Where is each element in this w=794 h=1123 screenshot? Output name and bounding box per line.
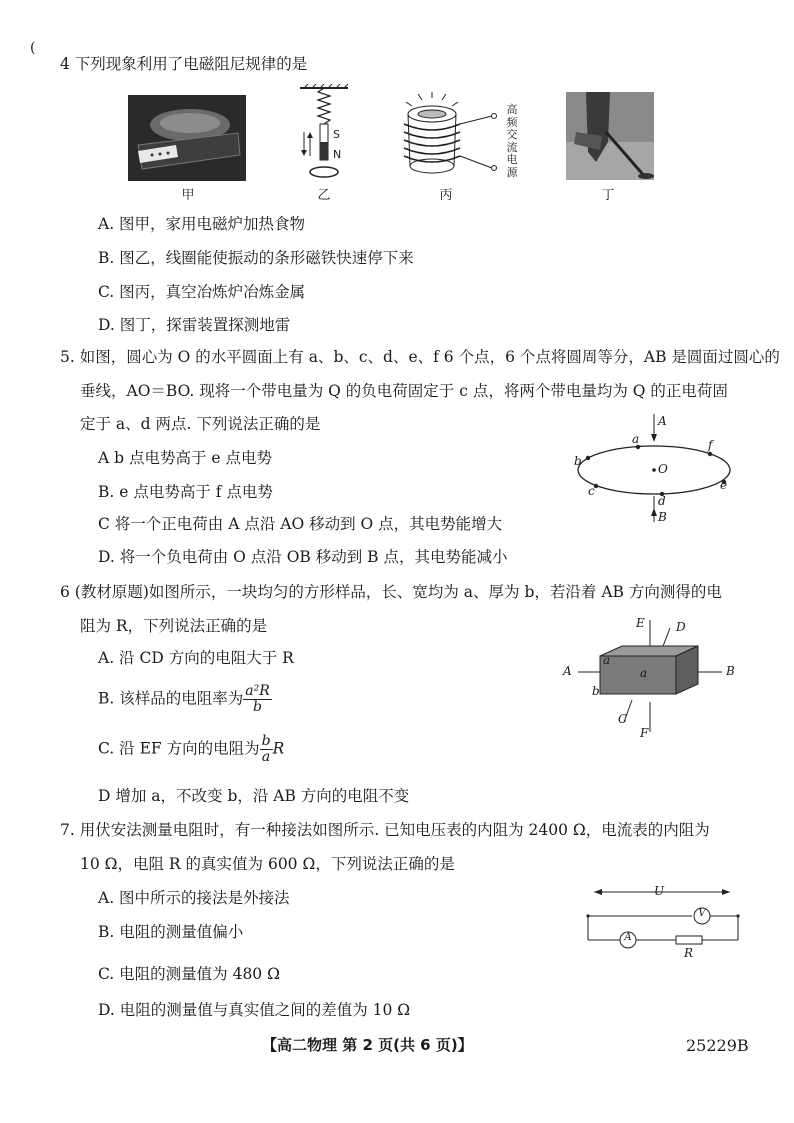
margin-mark: ( xyxy=(30,40,36,56)
question-7-option-c: C. 电阻的测量值为 480 Ω xyxy=(98,965,280,983)
question-4-option-c: C. 图丙，真空冶炼炉冶炼金属 xyxy=(98,283,306,301)
question-5-stem-line-1: 5. 如图，圆心为 O 的水平圆面上有 a、b、c、d、e、f 6 个点，6 个点将圆周等分，AB 是圆面过圆心的 xyxy=(60,348,780,366)
fig5-label-a: a xyxy=(632,432,640,446)
ef-resistance-fraction: $\frac{b}{a}$ xyxy=(261,733,271,765)
fig6-label-E: E xyxy=(636,616,645,630)
fig7-label-R: R xyxy=(684,946,694,960)
question-5-stem-line-2: 垂线，AO＝BO. 现将一个带电量为 Q 的负电荷固定于 c 点，将两个带电量均为 Q 的正电荷固 xyxy=(80,382,728,400)
figure-caption-jia: 甲 xyxy=(181,188,195,203)
question-7-stem-line-2: 10 Ω，电阻 R 的真实值为 600 Ω，下列说法正确的是 xyxy=(80,855,455,873)
fig6-label-C: C xyxy=(618,712,628,726)
page-footer-title: 【高二物理 第 2 页(共 6 页)】 xyxy=(262,1036,473,1054)
hf-power-label: 高 频 交 流 电 源 xyxy=(506,103,518,179)
fig5-label-O: O xyxy=(658,462,668,476)
question-5-option-b: B. e 点电势高于 f 点电势 xyxy=(98,483,273,501)
fig5-label-f: f xyxy=(708,438,713,452)
fig6-label-D: D xyxy=(676,620,686,634)
question-5-option-d: D. 将一个负电荷由 O 点沿 OB 移动到 B 点，其电势能减小 xyxy=(98,548,508,566)
fig6-label-F: F xyxy=(640,726,649,740)
question-7-option-a: A. 图中所示的接法是外接法 xyxy=(98,889,290,907)
figure-caption-yi: 乙 xyxy=(317,188,331,203)
question-4-stem: 4 下列现象利用了电磁阻尼规律的是 xyxy=(60,55,308,73)
question-4-option-d: D. 图丁，探雷装置探测地雷 xyxy=(98,316,291,334)
question-6-option-d: D 增加 a，不改变 b，沿 AB 方向的电阻不变 xyxy=(98,787,410,805)
fig5-label-B: B xyxy=(658,510,667,524)
fig5-label-b: b xyxy=(574,454,582,468)
fig7-label-U: U xyxy=(654,884,665,898)
fig5-label-e: e xyxy=(720,478,728,492)
voltmeter-label: V xyxy=(698,908,706,919)
figure-yi-spring-magnet xyxy=(290,84,360,184)
question-6-block-figure xyxy=(570,616,740,740)
ammeter-label: A xyxy=(624,932,632,943)
fig6-label-B: B xyxy=(726,664,735,678)
question-5-circle-figure xyxy=(568,412,738,532)
exam-code: 25229B xyxy=(686,1036,749,1055)
fig6-label-A: A xyxy=(563,664,572,678)
question-6-stem-line-2: 阻为 R，下列说法正确的是 xyxy=(80,617,268,635)
fig6-label-b: b xyxy=(592,684,600,698)
question-7-option-b: B. 电阻的测量值偏小 xyxy=(98,923,244,941)
question-7-option-d: D. 电阻的测量值与真实值之间的差值为 10 Ω xyxy=(98,1001,411,1019)
question-4-option-a: A. 图甲，家用电磁炉加热食物 xyxy=(98,215,306,233)
figure-caption-bing: 丙 xyxy=(439,188,453,203)
question-5-stem-line-3: 定于 a、d 两点. 下列说法正确的是 xyxy=(80,415,321,433)
magnet-n-label: N xyxy=(333,148,342,161)
figure-jia-induction-cooker-photo xyxy=(128,95,246,181)
question-6-option-b: B. 该样品的电阻率为 $\frac{\text{a²R}}{b}$ xyxy=(98,683,270,715)
question-6-option-a: A. 沿 CD 方向的电阻大于 R xyxy=(98,649,294,667)
question-7-stem-line-1: 7. 用伏安法测量电阻时，有一种接法如图所示. 已知电压表的内阻为 2400 Ω，电流表的内阻为 xyxy=(60,821,710,839)
figure-bing-vacuum-furnace xyxy=(396,92,506,182)
fig5-label-A: A xyxy=(658,414,667,428)
fig5-label-d: d xyxy=(658,494,666,508)
figure-caption-ding: 丁 xyxy=(601,188,615,203)
fig6-label-a-top: a xyxy=(640,666,648,680)
question-6-option-c: C. 沿 EF 方向的电阻为 $\frac{b}{a}$ R xyxy=(98,733,285,765)
magnet-s-label: S xyxy=(333,128,340,141)
figure-ding-mine-detector-photo xyxy=(566,92,654,180)
question-5-option-a: A b 点电势高于 e 点电势 xyxy=(98,449,272,467)
question-4-option-b: B. 图乙，线圈能使振动的条形磁铁快速停下来 xyxy=(98,249,414,267)
fig6-label-a-left: a xyxy=(603,653,611,667)
fig5-label-c: c xyxy=(588,484,595,498)
question-6-stem-line-1: 6 (教材原题)如图所示，一块均匀的方形样品，长、宽均为 a、厚为 b，若沿着 AB 方向测得的电 xyxy=(60,583,722,601)
resistivity-fraction: $\frac{\text{a²R}}{b}$ xyxy=(245,683,270,715)
question-5-option-c: C 将一个正电荷由 A 点沿 AO 移动到 O 点，其电势能增大 xyxy=(98,515,503,533)
